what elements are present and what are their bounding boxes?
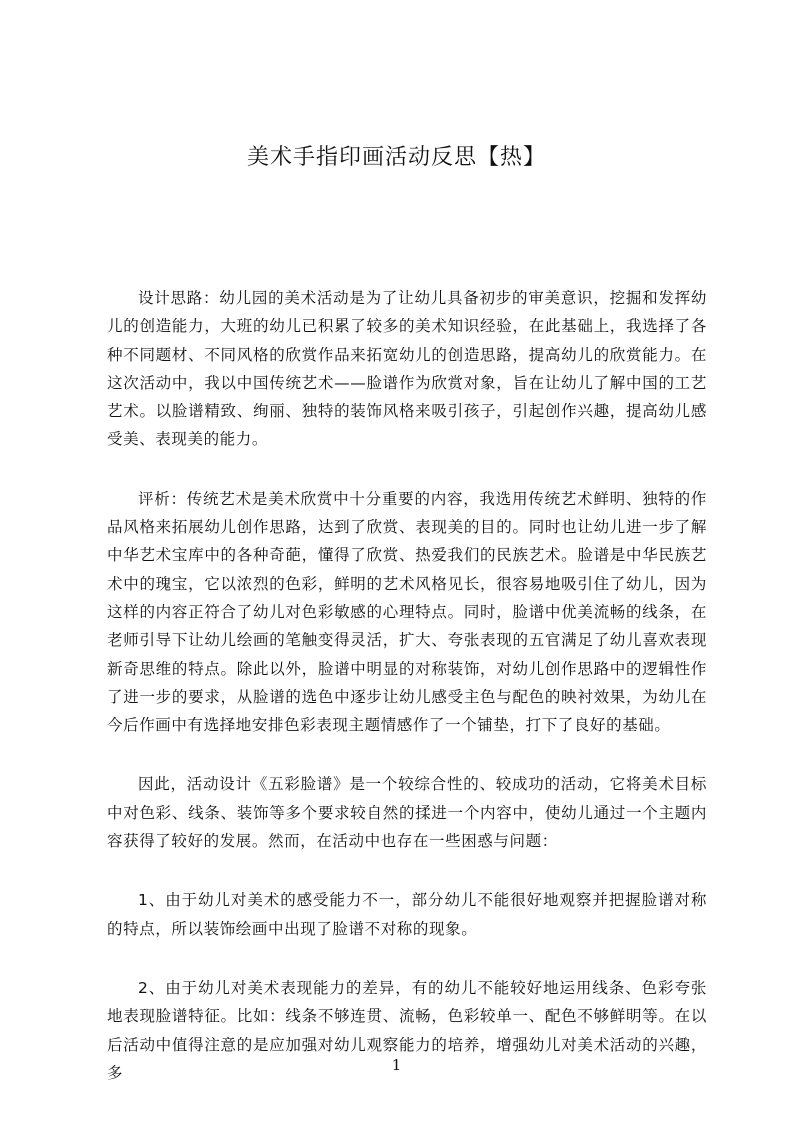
paragraph-issue-2: 2、由于幼儿对美术表现能力的差异，有的幼儿不能较好地运用线条、色彩夸张地表现脸谱特征。比如：线条不够连贯、流畅，色彩较单一、配色不够鲜明等。在以后活动中值得注意的是应加强对幼儿观察能力的培养，增强幼儿对美术活动的兴趣，多	[107, 978, 707, 1082]
paragraph-issue-1: 1、由于幼儿对美术的感受能力不一，部分幼儿不能很好地观察并把握脸谱对称的特点，所以装饰绘画中出现了脸谱不对称的现象。	[107, 891, 707, 938]
paragraph-evaluation: 评析：传统艺术是美术欣赏中十分重要的内容，我选用传统艺术鲜明、独特的作品风格来拓展幼儿创作思路，达到了欣赏、表现美的目的。同时也让幼儿进一步了解中华艺术宝库中的各种奇葩，懂得了欣赏、热爱我们的民族艺术。脸谱是中华民族艺术中的瑰宝，它以浓烈的色彩，鲜明的艺术风格见长，很容易地吸引住了幼儿，因为这样的内容正符合了幼儿对色彩敏感的心理特点。同时，脸谱中优美流畅的线条，在老师引导下让幼儿绘画的笔触变得灵活，扩大、夸张表现的五官满足了幼儿喜欢表现新奇思维的特点。除此以外，脸谱中明显的对称装饰，对幼儿创作思路中的逻辑性作了进一步的要求，从脸谱的选色中逐步让幼儿感受主色与配色的映衬效果，为幼儿在今后作画中有选择地安排色彩表现主题情感作了一个铺垫，打下了良好的基础。	[107, 489, 707, 735]
page-number: 1	[391, 1056, 402, 1074]
document-title: 美术手指印画活动反思【热】	[246, 145, 546, 170]
document-body	[107, 284, 707, 1118]
paragraph-design-idea: 设计思路：幼儿园的美术活动是为了让幼儿具备初步的审美意识，挖掘和发挥幼儿的创造能力，大班的幼儿已积累了较多的美术知识经验，在此基础上，我选择了各种不同题材、不同风格的欣赏作品来拓宽幼儿的创造思路，提高幼儿的欣赏能力。在这次活动中，我以中国传统艺术——脸谱作为欣赏对象，旨在让幼儿了解中国的工艺艺术。以脸谱精致、绚丽、独特的装饰风格来吸引孩子，引起创作兴趣，提高幼儿感受美、表现美的能力。	[107, 289, 707, 449]
paragraph-conclusion: 因此，活动设计《五彩脸谱》是一个较综合性的、较成功的活动，它将美术目标中对色彩、线条、装饰等多个要求较自然的揉进一个内容中，使幼儿通过一个主题内容获得了较好的发展。然而，在活动中也存在一些困惑与问题：	[107, 775, 707, 851]
